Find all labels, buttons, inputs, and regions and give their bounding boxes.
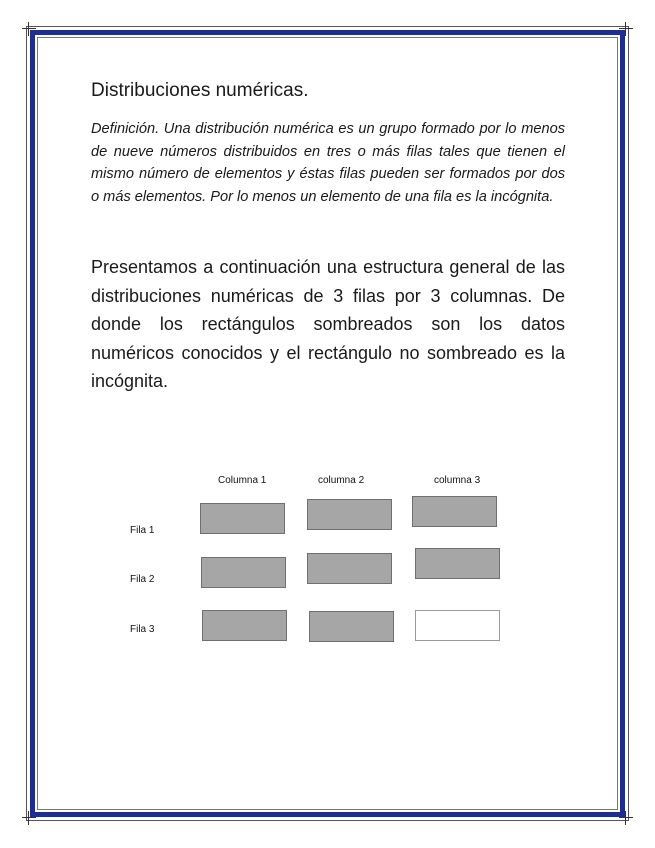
grid-cell-known — [307, 499, 392, 530]
grid-cell-known — [202, 610, 287, 641]
grid-cell-unknown — [415, 610, 500, 641]
page-title: Distribuciones numéricas. — [91, 80, 309, 101]
row-label: Fila 2 — [130, 574, 155, 585]
corner-ornament — [619, 811, 633, 825]
column-header: Columna 1 — [218, 475, 267, 486]
column-header: columna 2 — [318, 475, 365, 486]
grid-cell-known — [200, 503, 285, 534]
grid-cell-known — [309, 611, 394, 642]
corner-ornament — [22, 22, 36, 36]
grid-cell-known — [201, 557, 286, 588]
corner-ornament — [619, 22, 633, 36]
row-label: Fila 1 — [130, 525, 155, 536]
grid-cell-known — [307, 553, 392, 584]
definition-paragraph: Definición. Una distribución numérica es un grupo formado por lo menos de nueve números distribuidos en tres o más filas tales que tienen el mismo número de elementos y éstas filas pueden ser formados por dos o más elementos. Por lo menos un elemento de una fila es la incógnita. — [91, 121, 565, 205]
grid-cell-known — [415, 548, 500, 579]
corner-ornament — [22, 811, 36, 825]
body-paragraph: Presentamos a continuación una estructura general de las distribuciones numéricas de 3 filas por 3 columnas. De donde los rectángulos sombreados son los datos numéricos conocidos y el rectángulo no sombreado es la incógnita. — [91, 257, 565, 392]
grid-cell-known — [412, 496, 497, 527]
column-header: columna 3 — [434, 475, 481, 486]
row-label: Fila 3 — [130, 624, 155, 635]
